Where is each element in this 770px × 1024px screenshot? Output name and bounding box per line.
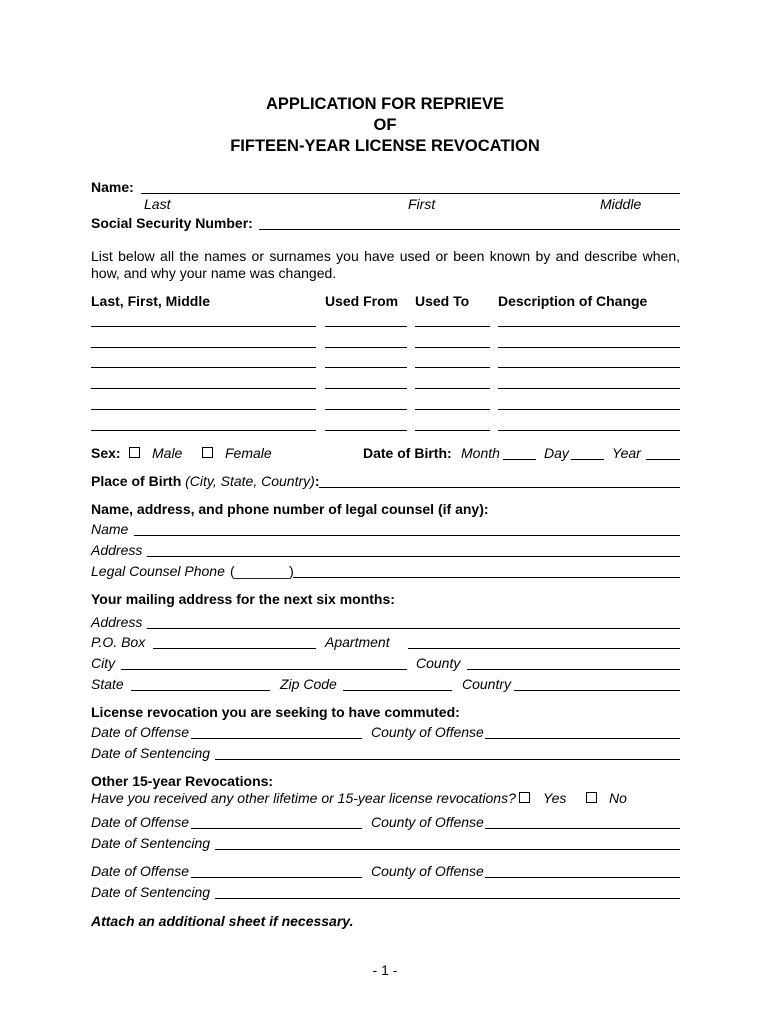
- name-field[interactable]: [141, 193, 680, 194]
- name-sub-middle: Middle: [600, 196, 642, 212]
- row-used-to-field[interactable]: [415, 388, 490, 389]
- counsel-address-field[interactable]: [147, 556, 680, 557]
- other-1-date-sentencing-label: Date of Sentencing: [91, 835, 211, 851]
- commute-date-offense-field[interactable]: [191, 738, 362, 739]
- row-used-to-field[interactable]: [415, 367, 490, 368]
- place-of-birth-label-group: [91, 473, 319, 489]
- row-name-field[interactable]: [91, 347, 316, 348]
- legal-counsel-heading: Name, address, and phone number of legal counsel (if any):: [91, 501, 489, 517]
- sex-label: Sex:: [91, 445, 121, 461]
- col-header-used-to: Used To: [415, 293, 470, 309]
- other-1-county-offense-label: County of Offense: [371, 814, 484, 830]
- counsel-phone-label: Legal Counsel Phone: [91, 563, 225, 579]
- apartment-label: Apartment: [325, 634, 390, 650]
- apartment-field[interactable]: [408, 648, 680, 649]
- row-description-field[interactable]: [498, 367, 680, 368]
- row-name-field[interactable]: [91, 430, 316, 431]
- state-field[interactable]: [131, 690, 270, 691]
- commute-county-offense-field[interactable]: [485, 738, 680, 739]
- counsel-address-label: Address: [91, 542, 143, 558]
- row-name-field[interactable]: [91, 409, 316, 410]
- row-used-from-field[interactable]: [325, 388, 407, 389]
- names-used-instructions: List below all the names or surnames you have used or been known by and describe when, how, and why your name was changed.: [91, 248, 680, 281]
- mailing-address-label: Address: [91, 614, 143, 630]
- zip-code-label: Zip Code: [280, 676, 337, 692]
- form-title-line-2: OF: [373, 116, 397, 134]
- row-used-to-field[interactable]: [415, 347, 490, 348]
- other-2-date-sentencing-label: Date of Sentencing: [91, 884, 211, 900]
- sex-female-checkbox[interactable]: [202, 447, 213, 458]
- row-used-to-field[interactable]: [415, 409, 490, 410]
- commute-county-offense-label: County of Offense: [371, 724, 484, 740]
- dob-day-field[interactable]: [571, 459, 604, 460]
- form-title-line-1: APPLICATION FOR REPRIEVE: [265, 95, 505, 113]
- col-header-used-from: Used From: [325, 293, 399, 309]
- city-field[interactable]: [121, 669, 407, 670]
- counsel-phone-area-code[interactable]: (_______): [230, 563, 294, 579]
- row-description-field[interactable]: [498, 326, 680, 327]
- row-description-field[interactable]: [498, 347, 680, 348]
- row-name-field[interactable]: [91, 388, 316, 389]
- county-field[interactable]: [467, 669, 680, 670]
- other-2-date-offense-field[interactable]: [191, 877, 362, 878]
- row-used-from-field[interactable]: [325, 347, 407, 348]
- other-1-date-offense-field[interactable]: [191, 828, 362, 829]
- other-no-checkbox[interactable]: [586, 792, 597, 803]
- row-name-field[interactable]: [91, 326, 316, 327]
- other-2-date-sentencing-field[interactable]: [215, 898, 680, 899]
- col-header-description: Description of Change: [498, 293, 648, 309]
- sex-male-checkbox[interactable]: [129, 447, 140, 458]
- counsel-phone-field[interactable]: [293, 577, 680, 578]
- other-2-county-offense-label: County of Offense: [371, 863, 484, 879]
- sex-male-label: Male: [152, 445, 183, 461]
- dob-month-label: Month: [461, 445, 500, 461]
- counsel-name-label: Name: [91, 521, 129, 537]
- name-sub-last: Last: [144, 196, 171, 212]
- other-yes-label: Yes: [543, 790, 567, 806]
- attach-sheet-note: Attach an additional sheet if necessary.: [91, 913, 354, 929]
- commute-date-offense-label: Date of Offense: [91, 724, 190, 740]
- col-header-name: Last, First, Middle: [91, 293, 211, 309]
- row-used-from-field[interactable]: [325, 430, 407, 431]
- mailing-address-field[interactable]: [147, 628, 680, 629]
- other-yes-checkbox[interactable]: [519, 792, 530, 803]
- county-label: County: [416, 655, 461, 671]
- other-2-date-offense-label: Date of Offense: [91, 863, 190, 879]
- place-of-birth-field[interactable]: [319, 487, 680, 488]
- row-used-from-field[interactable]: [325, 326, 407, 327]
- place-of-birth-hint: (City, State, Country): [185, 473, 315, 489]
- dob-label: Date of Birth:: [363, 445, 452, 461]
- other-revocations-heading: Other 15-year Revocations:: [91, 773, 274, 789]
- mailing-heading: Your mailing address for the next six months:: [91, 591, 395, 607]
- other-2-county-offense-field[interactable]: [485, 877, 680, 878]
- other-revocations-question: Have you received any other lifetime or 15-year license revocations?: [91, 790, 516, 806]
- commute-date-sentencing-label: Date of Sentencing: [91, 745, 211, 761]
- ssn-field[interactable]: [259, 229, 680, 230]
- row-used-to-field[interactable]: [415, 430, 490, 431]
- dob-year-label: Year: [612, 445, 641, 461]
- counsel-name-field[interactable]: [134, 535, 680, 536]
- zip-code-field[interactable]: [343, 690, 452, 691]
- commute-heading: License revocation you are seeking to have commuted:: [91, 704, 460, 720]
- row-name-field[interactable]: [91, 367, 316, 368]
- po-box-label: P.O. Box: [91, 634, 146, 650]
- dob-month-field[interactable]: [503, 459, 536, 460]
- ssn-label: Social Security Number:: [91, 215, 253, 231]
- other-no-label: No: [609, 790, 627, 806]
- country-label: Country: [462, 676, 512, 692]
- place-of-birth-label: Place of Birth: [91, 473, 182, 489]
- state-label: State: [91, 676, 124, 692]
- form-title-line-3: FIFTEEN-YEAR LICENSE REVOCATION: [230, 137, 540, 155]
- place-of-birth-colon: :: [314, 473, 320, 489]
- dob-year-field[interactable]: [646, 459, 680, 460]
- city-label: City: [91, 655, 116, 671]
- other-1-date-offense-label: Date of Offense: [91, 814, 190, 830]
- row-description-field[interactable]: [498, 430, 680, 431]
- name-sub-first: First: [408, 196, 436, 212]
- row-used-to-field[interactable]: [415, 326, 490, 327]
- sex-female-label: Female: [225, 445, 272, 461]
- commute-date-sentencing-field[interactable]: [215, 759, 680, 760]
- other-1-date-sentencing-field[interactable]: [215, 849, 680, 850]
- po-box-field[interactable]: [153, 648, 316, 649]
- row-used-from-field[interactable]: [325, 367, 407, 368]
- other-1-county-offense-field[interactable]: [485, 828, 680, 829]
- page-number: - 1 -: [372, 962, 398, 978]
- row-description-field[interactable]: [498, 409, 680, 410]
- row-description-field[interactable]: [498, 388, 680, 389]
- country-field[interactable]: [514, 690, 680, 691]
- row-used-from-field[interactable]: [325, 409, 407, 410]
- name-label: Name:: [91, 179, 134, 195]
- dob-day-label: Day: [544, 445, 569, 461]
